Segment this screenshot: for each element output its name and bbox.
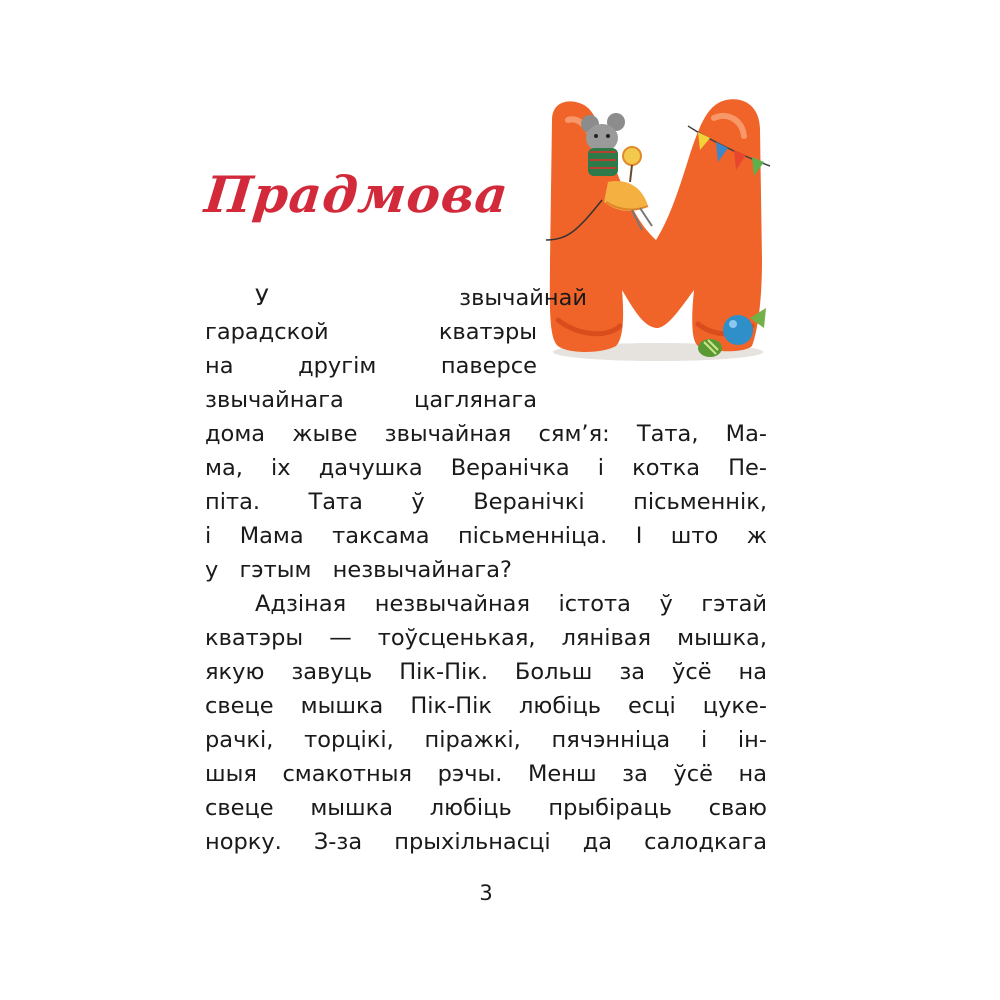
lollipop-icon [623,147,641,165]
text-line: якую завуць Пік-Пік. Больш за ўсё на [205,659,767,685]
text-line: гарадской кватэры [205,319,537,345]
text-line: норку. З-за прыхільнасці да салодкага [205,829,767,855]
text-line: дома жыве звычайная сям’я: Тата, Ма- [205,421,767,447]
paragraph-2 [205,587,767,859]
text-line: звычайнага цаглянага [205,387,537,413]
paragraph-1 [205,281,767,587]
text-line: піта. Тата ў Веранічкі пісьменнік, [205,489,767,515]
text-line: і Мама таксама пісьменніца. І што ж [205,523,767,549]
text-line: у гэтым незвычайнага? [205,557,512,583]
text-line: ма, іх дачушка Веранічка і котка Пе- [205,455,767,481]
text-line: Адзіная незвычайная істота ў гэтай [255,591,767,617]
text-line: на другім паверсе [205,353,537,379]
page-title: Прадмова [201,165,512,224]
text-line: свеце мышка Пік-Пік любіць есці цуке- [205,693,767,719]
text-line: кватэры — тоўсценькая, лянівая мышка, [205,625,767,651]
text-line: У звычайнай [255,285,587,311]
text-line: свеце мышка любіць прыбіраць сваю [205,795,767,821]
mouse-head [586,124,618,152]
text-line: рачкі, торцікі, піражкі, пячэнніца і ін- [205,727,767,753]
text-line: шыя смакотныя рэчы. Менш за ўсё на [205,761,767,787]
page-number: 3 [479,881,493,905]
